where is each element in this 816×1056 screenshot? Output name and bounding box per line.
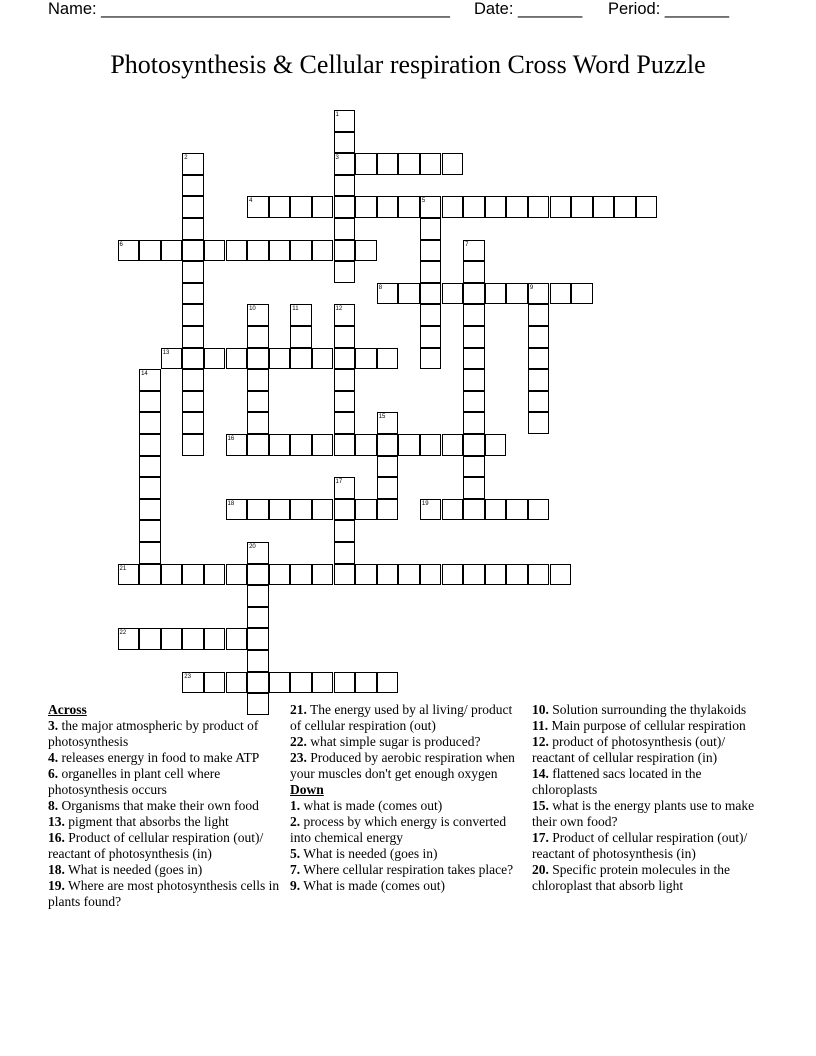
crossword-cell[interactable]	[139, 434, 161, 456]
crossword-cell[interactable]	[139, 628, 161, 650]
crossword-cell[interactable]	[269, 672, 291, 694]
clue-number-label: 14.	[532, 766, 549, 781]
clue-number: 1	[335, 112, 339, 118]
crossword-cell[interactable]	[226, 240, 248, 262]
clue-number-label: 2.	[290, 814, 301, 829]
crossword-cell[interactable]	[485, 499, 507, 521]
crossword-cell[interactable]	[442, 564, 464, 586]
crossword-cell[interactable]	[420, 564, 442, 586]
clues-column-3	[532, 702, 768, 894]
clue-item	[532, 702, 768, 718]
clue-item	[532, 862, 768, 894]
down-heading: Down	[290, 782, 324, 797]
clue-number: 4	[249, 198, 253, 205]
crossword-cell[interactable]	[247, 434, 269, 456]
crossword-cell[interactable]	[334, 542, 356, 564]
crossword-cell[interactable]	[355, 499, 377, 521]
crossword-cell[interactable]	[420, 348, 442, 370]
crossword-cell[interactable]	[334, 261, 356, 283]
crossword-cell[interactable]	[247, 607, 269, 629]
crossword-cell[interactable]	[420, 326, 442, 348]
clue-item	[532, 718, 768, 734]
crossword-cell[interactable]	[528, 499, 550, 521]
clue-number-label: 3.	[48, 718, 59, 733]
clue-item	[290, 878, 526, 894]
crossword-cell[interactable]	[139, 456, 161, 478]
crossword-cell[interactable]	[290, 672, 312, 694]
crossword-cell[interactable]	[442, 283, 464, 305]
crossword-cell[interactable]	[334, 369, 356, 391]
crossword-cell[interactable]	[334, 434, 356, 456]
clue-text: process by which energy is converted into chemical energy	[290, 814, 507, 845]
clue-number-label: 11.	[532, 718, 549, 733]
crossword-cell[interactable]	[398, 434, 420, 456]
crossword-cell[interactable]	[139, 520, 161, 542]
clue-number: 19	[421, 500, 429, 507]
crossword-cell[interactable]	[420, 261, 442, 283]
crossword-cell[interactable]	[528, 391, 550, 413]
crossword-cell[interactable]	[377, 348, 399, 370]
crossword-cell[interactable]	[506, 283, 528, 305]
clue-item	[290, 862, 526, 878]
clue-item	[290, 702, 526, 734]
crossword-cell[interactable]	[312, 240, 334, 262]
crossword-cell[interactable]	[377, 477, 399, 499]
crossword-cell[interactable]	[204, 348, 226, 370]
crossword-cell[interactable]	[334, 391, 356, 413]
clue-text: The energy used by al living/ product of cellular respiration (out)	[290, 702, 513, 733]
clue-number: 14	[141, 371, 148, 378]
crossword-cell[interactable]	[247, 348, 269, 370]
crossword-cell[interactable]	[226, 348, 248, 370]
crossword-cell[interactable]	[420, 153, 442, 175]
crossword-cell[interactable]	[355, 672, 377, 694]
crossword-cell[interactable]	[226, 672, 248, 694]
crossword-cell[interactable]	[377, 434, 399, 456]
clue-number-label: 18.	[48, 862, 65, 877]
crossword-cell[interactable]	[355, 434, 377, 456]
clue-item	[290, 798, 526, 814]
crossword-cell[interactable]	[550, 283, 572, 305]
crossword-cell[interactable]	[377, 672, 399, 694]
crossword-cell[interactable]	[182, 564, 204, 586]
crossword-cell[interactable]	[442, 499, 464, 521]
crossword-cell[interactable]	[420, 240, 442, 262]
crossword-cell[interactable]	[290, 326, 312, 348]
crossword-cell[interactable]	[312, 564, 334, 586]
clue-number: 17	[335, 479, 343, 486]
crossword-cell[interactable]	[334, 499, 356, 521]
clue-number: 7	[465, 241, 469, 248]
crossword-cell[interactable]	[420, 283, 442, 305]
clue-text: the major atmospheric by product of photosynthesis	[48, 718, 259, 749]
clue-item	[48, 878, 284, 910]
down-clue-list-continued	[532, 702, 768, 894]
clue-item	[48, 750, 284, 766]
crossword-cell[interactable]	[463, 196, 485, 218]
crossword-cell[interactable]	[204, 628, 226, 650]
clue-item	[48, 718, 284, 750]
crossword-cell[interactable]	[269, 240, 291, 262]
clue-number-label: 9.	[290, 878, 301, 893]
crossword-cell[interactable]	[463, 348, 485, 370]
clue-number-label: 10.	[532, 702, 549, 717]
crossword-cell[interactable]	[463, 477, 485, 499]
crossword-cell[interactable]	[139, 477, 161, 499]
crossword-cell[interactable]	[614, 196, 636, 218]
crossword-cell[interactable]	[247, 499, 269, 521]
crossword-cell[interactable]	[269, 564, 291, 586]
crossword-cell[interactable]	[247, 412, 269, 434]
crossword-cell[interactable]	[161, 240, 183, 262]
crossword-cell[interactable]	[463, 564, 485, 586]
crossword-cell[interactable]	[182, 283, 204, 305]
clue-number: 3	[335, 155, 339, 162]
crossword-cell[interactable]	[334, 520, 356, 542]
crossword-cell[interactable]	[182, 196, 204, 218]
crossword-cell[interactable]	[420, 434, 442, 456]
clue-number: 2	[184, 155, 188, 162]
clue-number-label: 16.	[48, 830, 65, 845]
clue-number-label: 13.	[48, 814, 65, 829]
clue-number-label: 6.	[48, 766, 59, 781]
crossword-cell[interactable]	[182, 391, 204, 413]
clue-number-label: 23.	[290, 750, 307, 765]
crossword-cell[interactable]	[139, 412, 161, 434]
crossword-cell[interactable]	[463, 434, 485, 456]
clue-text: Organisms that make their own food	[58, 798, 259, 813]
crossword-cell[interactable]	[334, 132, 356, 154]
clue-text: Where cellular respiration takes place?	[300, 862, 514, 877]
across-clue-list-continued	[290, 702, 526, 782]
clue-number: 21	[119, 565, 127, 572]
crossword-cell[interactable]	[377, 153, 399, 175]
crossword-cell[interactable]	[269, 434, 291, 456]
crossword-cell[interactable]	[139, 240, 161, 262]
clue-number: 11	[292, 306, 299, 313]
crossword-cell[interactable]	[290, 240, 312, 262]
clue-item	[532, 734, 768, 766]
clue-item	[48, 766, 284, 798]
clue-item	[532, 830, 768, 862]
page-title: Photosynthesis & Cellular respiration Cross Word Puzzle	[110, 50, 706, 79]
clue-item	[532, 766, 768, 798]
crossword-cell[interactable]	[398, 283, 420, 305]
clue-text: what is the energy plants use to make their own food?	[532, 798, 755, 829]
clues-column-1	[48, 702, 284, 910]
crossword-cell[interactable]	[204, 564, 226, 586]
clue-number: 16	[227, 436, 235, 442]
crossword-cell[interactable]	[485, 283, 507, 305]
crossword-cell[interactable]	[463, 326, 485, 348]
crossword-cell[interactable]	[398, 196, 420, 218]
clue-number-label: 20.	[532, 862, 549, 877]
crossword-cell[interactable]	[182, 240, 204, 262]
crossword-cell[interactable]	[312, 434, 334, 456]
crossword-cell[interactable]	[550, 196, 572, 218]
crossword-cell[interactable]	[355, 240, 377, 262]
clue-number: 22	[119, 630, 127, 637]
clue-number-label: 15.	[532, 798, 549, 813]
crossword-cell[interactable]	[463, 369, 485, 391]
clue-number-label: 7.	[290, 862, 301, 877]
crossword-cell[interactable]	[334, 196, 356, 218]
clue-text: Product of cellular respiration (out)/ reactant of photosynthesis (in)	[532, 830, 748, 861]
crossword-cell[interactable]	[420, 218, 442, 240]
crossword-cell[interactable]	[226, 564, 248, 586]
crossword-cell[interactable]	[334, 218, 356, 240]
crossword-cell[interactable]	[312, 672, 334, 694]
crossword-cell[interactable]	[506, 196, 528, 218]
clue-number: 8	[378, 284, 383, 291]
crossword-cell[interactable]	[377, 196, 399, 218]
crossword-cell[interactable]	[247, 326, 269, 348]
crossword-cell[interactable]	[290, 196, 312, 218]
crossword-cell[interactable]	[355, 196, 377, 218]
clue-item	[290, 846, 526, 862]
clues-column-2	[290, 702, 526, 894]
crossword-cell[interactable]	[182, 261, 204, 283]
clue-text: Main purpose of cellular respiration	[548, 718, 746, 733]
crossword-cell[interactable]	[247, 391, 269, 413]
crossword-cell[interactable]	[528, 348, 550, 370]
clue-text: Produced by aerobic respiration when your muscles don't get enough oxygen	[290, 750, 515, 781]
clue-item	[290, 814, 526, 846]
clue-number: 13	[162, 349, 170, 356]
crossword-cell[interactable]	[182, 434, 204, 456]
clue-number: 23	[184, 673, 191, 680]
clue-text: pigment that absorbs the light	[64, 814, 229, 829]
crossword-cell[interactable]	[247, 564, 269, 586]
crossword-cell[interactable]	[182, 175, 204, 197]
crossword-cell[interactable]	[334, 412, 356, 434]
crossword-cell[interactable]	[571, 196, 593, 218]
clue-text: What is made (comes out)	[300, 878, 445, 893]
clue-text: Specific protein molecules in the chloroplast that absorb light	[532, 862, 730, 893]
crossword-cell[interactable]	[182, 218, 204, 240]
across-heading: Across	[48, 702, 87, 717]
crossword-cell[interactable]	[139, 499, 161, 521]
clue-number: 5	[421, 198, 426, 205]
crossword-cell[interactable]	[182, 412, 204, 434]
clue-item	[48, 798, 284, 814]
crossword-cell[interactable]	[593, 196, 615, 218]
clue-number: 6	[119, 241, 123, 248]
crossword-cell[interactable]	[398, 564, 420, 586]
crossword-cell[interactable]	[269, 499, 291, 521]
crossword-cell[interactable]	[420, 304, 442, 326]
crossword-cell[interactable]	[463, 261, 485, 283]
crossword-cell[interactable]	[182, 348, 204, 370]
down-clue-list	[290, 798, 526, 894]
crossword-cell[interactable]	[269, 348, 291, 370]
clue-number-label: 12.	[532, 734, 549, 749]
clue-number-label: 4.	[48, 750, 59, 765]
crossword-cell[interactable]	[442, 153, 464, 175]
crossword-cell[interactable]	[269, 196, 291, 218]
crossword-cell[interactable]	[247, 628, 269, 650]
crossword-cell[interactable]	[571, 283, 593, 305]
clue-number-label: 21.	[290, 702, 307, 717]
name-field[interactable]: Name: ______________________________________	[48, 0, 450, 18]
crossword-cell[interactable]	[377, 499, 399, 521]
crossword-cell[interactable]	[247, 672, 269, 694]
crossword-cell[interactable]	[334, 326, 356, 348]
crossword-cell[interactable]	[312, 499, 334, 521]
crossword-cell[interactable]	[247, 650, 269, 672]
crossword-cell[interactable]	[463, 499, 485, 521]
crossword-cell[interactable]	[377, 564, 399, 586]
clue-item	[48, 830, 284, 862]
crossword-cell[interactable]	[290, 348, 312, 370]
clue-number: 20	[249, 544, 256, 550]
period-field[interactable]: Period: _______	[608, 0, 730, 18]
clue-number-label: 19.	[48, 878, 65, 893]
crossword-cell[interactable]	[139, 391, 161, 413]
clue-number: 10	[249, 306, 256, 313]
crossword-cell[interactable]	[226, 628, 248, 650]
crossword-cell[interactable]	[290, 434, 312, 456]
crossword-cell[interactable]	[442, 434, 464, 456]
across-clue-list	[48, 718, 284, 910]
clue-item	[48, 862, 284, 878]
crossword-cell[interactable]	[247, 585, 269, 607]
clue-text: flattened sacs located in the chloroplasts	[532, 766, 702, 797]
clue-item	[532, 798, 768, 830]
crossword-cell[interactable]	[355, 348, 377, 370]
clue-number-label: 17.	[532, 830, 549, 845]
crossword-cell[interactable]	[334, 175, 356, 197]
crossword-cell[interactable]	[247, 240, 269, 262]
crossword-cell[interactable]	[485, 196, 507, 218]
clue-text: what simple sugar is produced?	[306, 734, 481, 749]
clue-item	[290, 750, 526, 782]
crossword-cell[interactable]	[139, 542, 161, 564]
clue-number-label: 8.	[48, 798, 59, 813]
crossword-cell[interactable]	[204, 240, 226, 262]
crossword-cell[interactable]	[528, 564, 550, 586]
crossword-cell[interactable]	[636, 196, 658, 218]
crossword-cell[interactable]	[312, 196, 334, 218]
clue-text: organelles in plant cell where photosynthesis occurs	[48, 766, 221, 797]
crossword-cell[interactable]	[182, 326, 204, 348]
crossword-cell[interactable]	[442, 196, 464, 218]
crossword-cell[interactable]	[334, 348, 356, 370]
crossword-cell[interactable]	[355, 153, 377, 175]
clue-number-label: 22.	[290, 734, 307, 749]
crossword-cell[interactable]	[550, 564, 572, 586]
crossword-cell[interactable]	[463, 304, 485, 326]
crossword-cell[interactable]	[204, 672, 226, 694]
crossword-cell[interactable]	[463, 456, 485, 478]
crossword-cell[interactable]	[528, 196, 550, 218]
clue-number-label: 1.	[290, 798, 301, 813]
crossword-cell[interactable]	[312, 348, 334, 370]
clue-text: product of photosynthesis (out)/ reactant of cellular respiration (in)	[532, 734, 726, 765]
crossword-cell[interactable]	[139, 564, 161, 586]
clue-item	[48, 814, 284, 830]
crossword-cell[interactable]	[506, 564, 528, 586]
crossword-cell[interactable]	[377, 456, 399, 478]
crossword-cell[interactable]	[528, 326, 550, 348]
crossword-cell[interactable]	[528, 412, 550, 434]
crossword-cell[interactable]	[528, 369, 550, 391]
clue-number-label: 5.	[290, 846, 301, 861]
clue-number: 12	[335, 306, 343, 313]
clue-text: releases energy in food to make ATP	[58, 750, 260, 765]
crossword-cell[interactable]	[290, 499, 312, 521]
clue-text: What is needed (goes in)	[300, 846, 438, 861]
clue-number: 18	[227, 500, 235, 507]
crossword-cell[interactable]	[247, 369, 269, 391]
crossword-cell[interactable]	[334, 564, 356, 586]
clue-text: what is made (comes out)	[300, 798, 443, 813]
crossword-cell[interactable]	[528, 304, 550, 326]
crossword-cell[interactable]	[398, 153, 420, 175]
crossword-cell[interactable]	[485, 434, 507, 456]
crossword-cell[interactable]	[463, 391, 485, 413]
crossword-cell[interactable]	[161, 564, 183, 586]
clue-text: What is needed (goes in)	[64, 862, 203, 877]
crossword-cell[interactable]	[334, 672, 356, 694]
clue-text: Product of cellular respiration (out)/ reactant of photosynthesis (in)	[48, 830, 264, 861]
clue-number: 15	[378, 414, 386, 421]
crossword-cell[interactable]	[161, 628, 183, 650]
clue-item	[290, 734, 526, 750]
crossword-cell[interactable]	[182, 369, 204, 391]
crossword-cell[interactable]	[463, 412, 485, 434]
clue-text: Where are most photosynthesis cells in plants found?	[48, 878, 280, 909]
clue-text: Solution surrounding the thylakoids	[548, 702, 747, 717]
crossword-cell[interactable]	[355, 564, 377, 586]
crossword-cell[interactable]	[182, 304, 204, 326]
date-field[interactable]: Date: _______	[474, 0, 583, 18]
crossword-cell[interactable]	[290, 564, 312, 586]
crossword-cell[interactable]	[485, 564, 507, 586]
crossword-cell[interactable]	[506, 499, 528, 521]
crossword-cell[interactable]	[334, 240, 356, 262]
crossword-cell[interactable]	[463, 283, 485, 305]
crossword-cell[interactable]	[182, 628, 204, 650]
clue-number: 9	[529, 284, 534, 291]
